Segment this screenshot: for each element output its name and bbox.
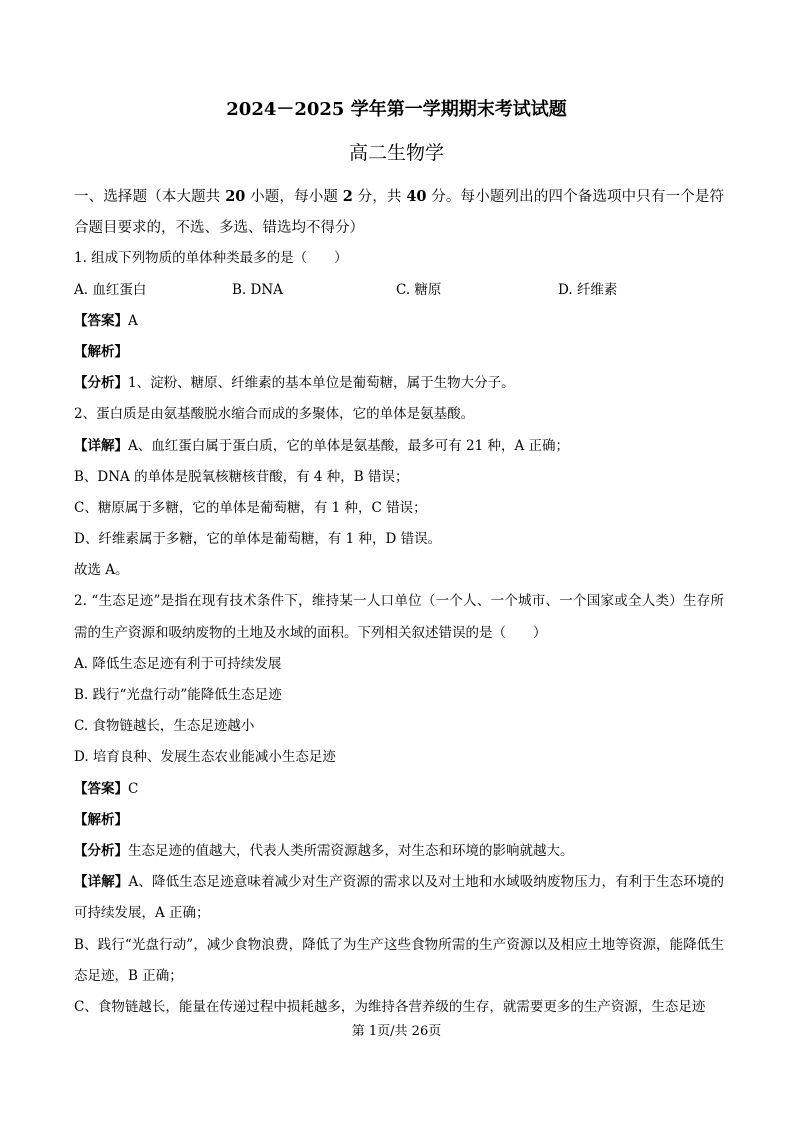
question-2-option-c: C. 食物链越长，生态足迹越小 bbox=[74, 718, 255, 735]
question-1-fenxi-1: 【分析】1、淀粉、糖原、纤维素的基本单位是葡萄糖，属于生物大分子。 bbox=[74, 375, 515, 392]
page-subtitle: 高二生物学 bbox=[348, 142, 444, 164]
page-number: 第 1页/共 26页 bbox=[351, 1024, 442, 1039]
question-1-option-a: A. 血红蛋白 bbox=[74, 281, 147, 298]
question-2-option-d: D. 培育良种、发展生态农业能减小生态足迹 bbox=[74, 749, 336, 766]
question-1-fenxi-2: 2、蛋白质是由氨基酸脱水缩合而成的多聚体，它的单体是氨基酸。 bbox=[74, 406, 475, 423]
question-2-fenxi: 【分析】生态足迹的值越大，代表人类所需资源越多，对生态和环境的影响就越大。 bbox=[74, 842, 574, 859]
points-total: 40 bbox=[406, 188, 427, 205]
question-2-option-a: A. 降低生态足迹有利于可持续发展 bbox=[74, 655, 282, 672]
question-1-options bbox=[74, 275, 724, 306]
question-2-answer: 【答案】C bbox=[74, 780, 139, 797]
question-count: 20 bbox=[225, 188, 246, 205]
question-1-detail-d: D、纤维素属于多糖，它的单体是葡萄糖，有 1 种，D 错误。 bbox=[74, 531, 442, 548]
question-1-option-d: D. 纤维素 bbox=[558, 281, 618, 298]
question-1-detail-a: 【详解】A、血红蛋白属于蛋白质，它的单体是氨基酸，最多可有 21 种，A 正确； bbox=[74, 437, 570, 454]
section-heading: 一、选择题（本大题共 20 小题，每小题 2 分，共 40 分。每小题列出的四个备选项中只有一个是符合题目要求的，不选、多选、错选均不得分） bbox=[74, 188, 724, 237]
question-1-analysis-tag: 【解析】 bbox=[74, 343, 128, 360]
question-1-option-c: C. 糖原 bbox=[396, 281, 442, 298]
question-2-stem: 2. “生态足迹”是指在现有技术条件下，维持某一人口单位（一个人、一个城市、一个国家或全人类）生存所需的生产资源和吸纳废物的土地及水域的面积。下列相关叙述错误的是（ ） bbox=[74, 593, 724, 641]
question-2-option-b: B. 践行“光盘行动”能降低生态足迹 bbox=[74, 687, 282, 704]
question-2-detail-c: C、食物链越长，能量在传递过程中损耗越多，为维持各营养级的生存，就需要更多的生产资源，生态足迹 bbox=[74, 998, 706, 1015]
question-2-detail-b: B、践行“光盘行动”，减少食物浪费，降低了为生产这些食物所需的生产资源以及相应土地等资源，能降低生态足迹，B 正确； bbox=[74, 936, 724, 984]
question-1-option-b: B. DNA bbox=[232, 281, 283, 298]
page-title: 2024－2025 学年第一学期期末考试试题 bbox=[226, 99, 567, 120]
question-1-stem: 1. 组成下列物质的单体种类最多的是（ ） bbox=[74, 250, 348, 267]
document-body bbox=[74, 181, 724, 1023]
question-2-detail-a: 【详解】A、降低生态足迹意味着减少对生产资源的需求以及对土地和水域吸纳废物压力，有利于生态环境的可持续发展，A 正确； bbox=[74, 874, 724, 922]
question-1-conclusion: 故选 A。 bbox=[74, 562, 129, 579]
question-1-detail-c: C、糖原属于多糖，它的单体是葡萄糖，有 1 种，C 错误； bbox=[74, 499, 427, 516]
question-1-answer: 【答案】A bbox=[74, 312, 138, 329]
question-1-detail-b: B、DNA 的单体是脱氧核糖核苷酸，有 4 种，B 错误； bbox=[74, 468, 409, 485]
question-2-analysis-tag: 【解析】 bbox=[74, 811, 128, 828]
points-each: 2 bbox=[342, 188, 353, 205]
